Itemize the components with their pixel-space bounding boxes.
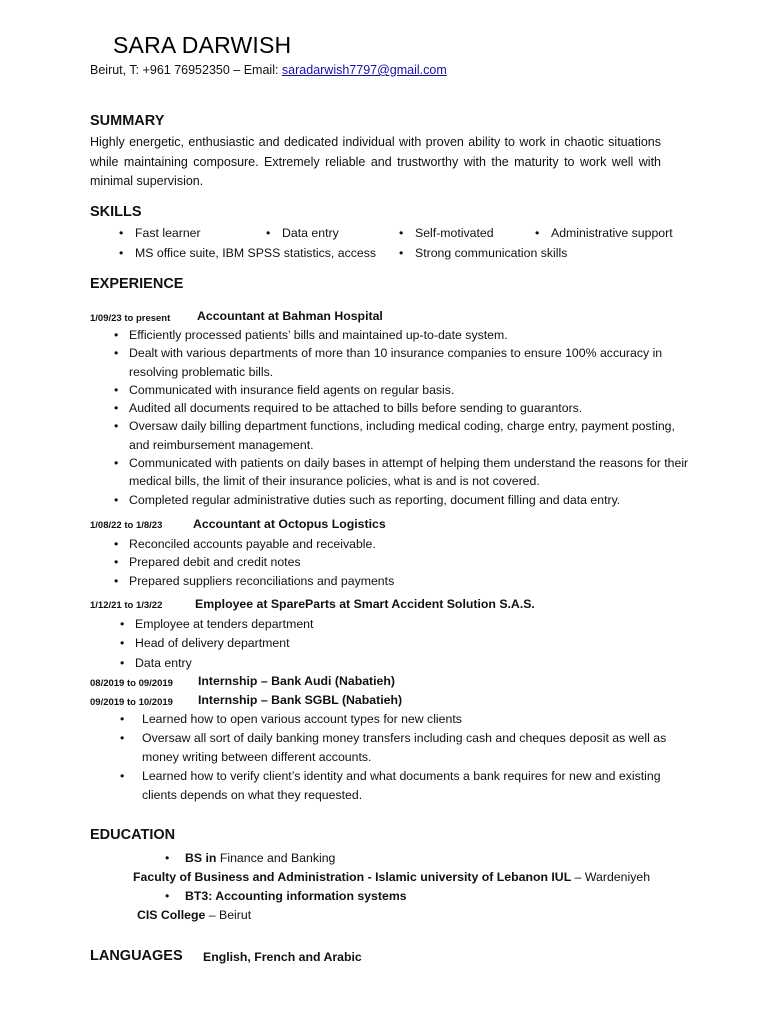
list-item: • Data entry: [120, 654, 680, 673]
list-item: • Learned how to open various account types for new clients: [120, 710, 680, 729]
degree-label: BS in: [185, 851, 217, 865]
list-item: • Audited all documents required to be attached to bills before sending to guarantors.: [114, 399, 694, 417]
school-location: – Wardeniyeh: [571, 870, 651, 884]
list-item: • Learned how to verify client’s identity and what documents a bank requires for new and existing clients depends on what they requested.: [120, 767, 680, 805]
list-item: • Oversaw daily billing department functions, including medical coding, charge entry, payment posting, and reimbursement management.: [114, 417, 694, 454]
job-date: 08/2019 to 09/2019: [90, 678, 173, 689]
job-title: Accountant at Bahman Hospital: [197, 309, 383, 323]
languages-heading: LANGUAGES: [90, 948, 183, 964]
school-name: Faculty of Business and Administration - Islamic university of Lebanon IUL: [133, 870, 572, 884]
skills-heading: SKILLS: [90, 204, 142, 220]
experience-heading: EXPERIENCE: [90, 276, 184, 292]
list-item: • Prepared debit and credit notes: [114, 553, 674, 571]
job-bullets: [120, 615, 680, 673]
list-item: • Efficiently processed patients’ bills and maintained up-to-date system.: [114, 326, 694, 344]
email-link[interactable]: saradarwish7797@gmail.com: [281, 63, 447, 77]
school-location: – Beirut: [205, 908, 252, 922]
job-bullets: [114, 535, 674, 590]
job-bullets: [120, 710, 680, 805]
list-item: • Dealt with various departments of more than 10 insurance companies to ensure 100% accuracy in resolving problematic bills.: [114, 344, 694, 381]
list-item: • Head of delivery department: [120, 634, 680, 653]
job-date: 1/08/22 to 1/8/23: [90, 520, 163, 531]
job-date: 1/09/23 to present: [90, 313, 171, 324]
candidate-name: SARA DARWISH: [113, 32, 292, 58]
list-item: • Oversaw all sort of daily banking money transfers including cash and cheques deposit as well as money writing between different accounts.: [120, 729, 680, 767]
list-item: • Communicated with patients on daily bases in attempt of helping them understand the reasons for their medical bills, the limit of their insurance policies, what is and is not covered.: [114, 454, 694, 491]
job-title: Accountant at Octopus Logistics: [193, 517, 386, 531]
job-date: 1/12/21 to 1/3/22: [90, 600, 163, 611]
list-item: • Completed regular administrative duties such as reporting, document filling and data entry.: [114, 491, 694, 509]
school-line: [133, 870, 650, 884]
list-item: • Prepared suppliers reconciliations and payments: [114, 572, 674, 590]
degree-field: Finance and Banking: [216, 851, 336, 865]
list-item: • Employee at tenders department: [120, 615, 680, 634]
contact-details: Beirut, T: +961 76952350 – Email:: [90, 63, 282, 77]
job-bullets: [114, 326, 694, 509]
languages-value: English, French and Arabic: [203, 950, 362, 964]
job-title: Internship – Bank SGBL (Nabatieh): [198, 693, 403, 707]
summary-text: Highly energetic, enthusiastic and dedicated individual with proven ability to work in chaotic situations while maintaining composure. Extremely reliable and trustworthy with the maturity to work well with minimal supervision.: [90, 135, 661, 188]
job-date: 09/2019 to 10/2019: [90, 697, 173, 708]
school-name: CIS College: [137, 908, 206, 922]
list-item: • Reconciled accounts payable and receivable.: [114, 535, 674, 553]
list-item: • Communicated with insurance field agents on regular basis.: [114, 381, 694, 399]
job-title: Employee at SpareParts at Smart Accident Solution S.A.S.: [195, 597, 535, 611]
contact-line: [90, 63, 447, 77]
job-title: Internship – Bank Audi (Nabatieh): [198, 674, 395, 688]
education-heading: EDUCATION: [90, 827, 176, 843]
school-line: [137, 908, 251, 922]
summary-heading: SUMMARY: [90, 113, 165, 129]
